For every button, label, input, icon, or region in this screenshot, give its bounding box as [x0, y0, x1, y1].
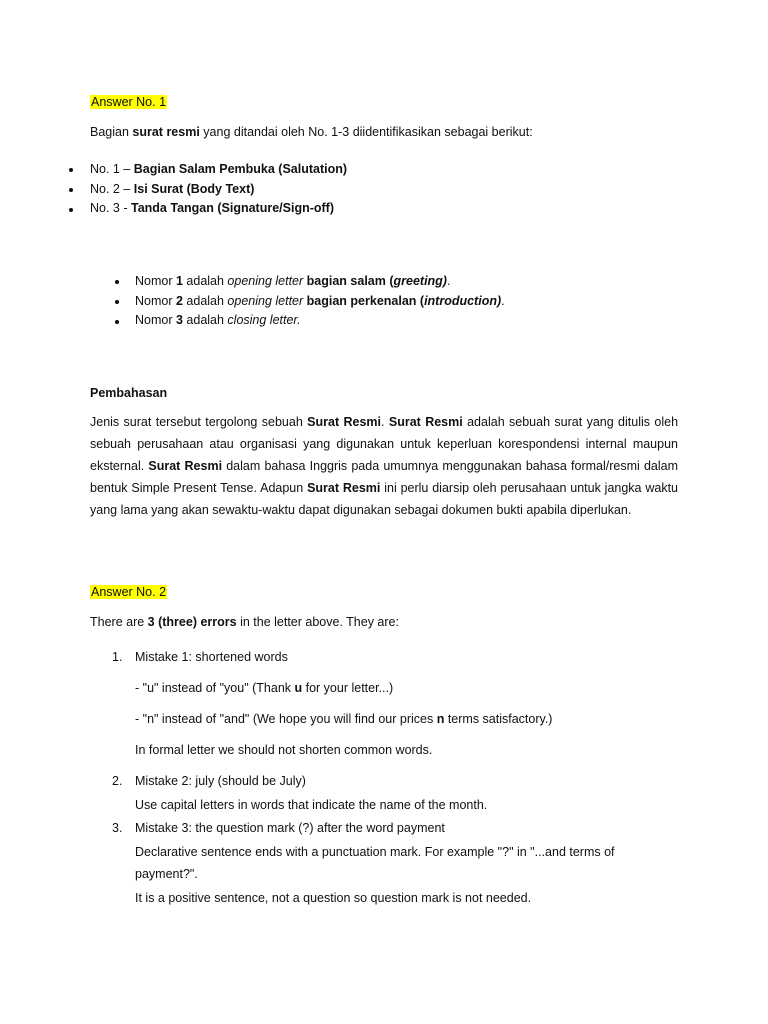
- mistake-1-line: [135, 680, 393, 696]
- nomor-italic: closing letter.: [227, 313, 301, 327]
- nomor-item: [135, 312, 301, 328]
- list-item-bold: Tanda Tangan (Signature/Sign-off): [131, 201, 334, 215]
- bullet-icon: [115, 320, 119, 324]
- mistake-3-line: It is a positive sentence, not a question so question mark is not needed.: [135, 891, 532, 905]
- mistake-3-line: Declarative sentence ends with a punctuation mark. For example "?" in "...and terms of payment?".: [135, 845, 615, 881]
- intro-text: Bagian: [90, 125, 133, 139]
- bullet-icon: [69, 168, 73, 172]
- paragraph-bold: Surat Resmi: [148, 459, 223, 473]
- line-text: terms satisfactory.): [444, 712, 553, 726]
- nomor-text: adalah: [182, 294, 228, 308]
- nomor-text: adalah: [182, 313, 228, 327]
- mistake-1-title: Mistake 1: shortened words: [135, 650, 288, 664]
- intro-text: There are: [90, 615, 148, 629]
- paragraph-bold: Surat Resmi: [307, 481, 381, 495]
- intro-bold: surat resmi: [132, 125, 200, 139]
- intro-bold: 3 (three) errors: [147, 615, 237, 629]
- paragraph-text: Jenis surat tersebut tergolong sebuah: [90, 415, 308, 429]
- line-text: - "u" instead of "you" (Thank: [135, 681, 295, 695]
- bullet-icon: [115, 300, 119, 304]
- list-number: 1.: [112, 650, 123, 664]
- nomor-number: 1: [175, 274, 183, 288]
- nomor-bold: bagian perkenalan (: [303, 294, 425, 308]
- nomor-text: adalah: [182, 274, 228, 288]
- nomor-bold-italic: introduction): [424, 294, 502, 308]
- pembahasan-paragraph: [90, 411, 678, 521]
- bullet-icon: [69, 188, 73, 192]
- mistake-2-title: Mistake 2: july (should be July): [135, 774, 306, 788]
- list-item-prefix: No. 3 -: [90, 201, 131, 215]
- list-item-prefix: No. 2 –: [90, 182, 134, 196]
- list-item-bold: Bagian Salam Pembuka (Salutation): [133, 162, 348, 176]
- nomor-text: .: [501, 294, 505, 308]
- paragraph-text: .: [381, 415, 389, 429]
- list-number: 3.: [112, 821, 123, 835]
- nomor-text: .: [446, 274, 451, 288]
- nomor-text: Nomor: [135, 313, 176, 327]
- nomor-italic: opening letter: [227, 274, 304, 288]
- intro-text: yang ditandai oleh No. 1-3 diidentifikasikan sebagai berikut:: [199, 125, 533, 139]
- nomor-number: 2: [175, 294, 183, 308]
- pembahasan-heading: Pembahasan: [90, 386, 168, 400]
- nomor-item: [135, 293, 505, 309]
- answer-2-heading: [90, 584, 167, 600]
- paragraph-bold: Surat Resmi: [388, 415, 463, 429]
- nomor-number: 3: [175, 313, 183, 327]
- mistake-1-line: [135, 711, 552, 727]
- mistake-3-title: Mistake 3: the question mark (?) after the word payment: [135, 821, 445, 835]
- intro-text: in the letter above. They are:: [236, 615, 399, 629]
- list-item-bold: Isi Surat (Body Text): [133, 182, 255, 196]
- nomor-text: Nomor: [135, 294, 176, 308]
- line-text: for your letter...): [302, 681, 394, 695]
- nomor-italic: opening letter: [227, 294, 304, 308]
- list-item: [90, 161, 347, 177]
- bullet-icon: [115, 280, 119, 284]
- nomor-text: Nomor: [135, 274, 176, 288]
- paragraph-text: dalam bahasa Inggris pada umumnya menggunakan bahasa formal/resmi dalam bentuk Simple Present Tense. Adapun: [90, 459, 678, 495]
- paragraph-text: adalah sebuah surat yang ditulis oleh sebuah perusahaan atau organisasi yang digunakan untuk keperluan korespondensi internal maupun eksternal.: [90, 415, 679, 473]
- paragraph-bold: Surat Resmi: [307, 415, 382, 429]
- answer-1-intro: [90, 124, 533, 140]
- line-bold: n: [436, 712, 445, 726]
- list-item-prefix: No. 1 –: [90, 162, 134, 176]
- list-item: [90, 200, 334, 216]
- nomor-bold-italic: greeting): [393, 274, 447, 288]
- mistake-2-line: Use capital letters in words that indicate the name of the month.: [135, 798, 488, 812]
- bullet-icon: [69, 208, 73, 212]
- mistake-1-line: In formal letter we should not shorten common words.: [135, 743, 433, 757]
- line-bold: u: [294, 681, 303, 695]
- answer-2-heading-text: Answer No. 2: [91, 585, 167, 599]
- list-item: [90, 181, 254, 197]
- answer-1-heading-text: Answer No. 1: [91, 95, 167, 109]
- line-text: - "n" instead of "and" (We hope you will find our prices: [135, 712, 437, 726]
- nomor-item: [135, 273, 450, 289]
- answer-2-intro: [90, 614, 399, 630]
- paragraph-text: ini perlu diarsip oleh perusahaan untuk jangka waktu yang lama yang akan sewaktu-waktu dapat digunakan sebagai dokumen bukti apabila diperlukan.: [90, 481, 678, 517]
- list-number: 2.: [112, 774, 123, 788]
- answer-1-heading: [90, 94, 167, 110]
- nomor-bold: bagian salam (: [303, 274, 394, 288]
